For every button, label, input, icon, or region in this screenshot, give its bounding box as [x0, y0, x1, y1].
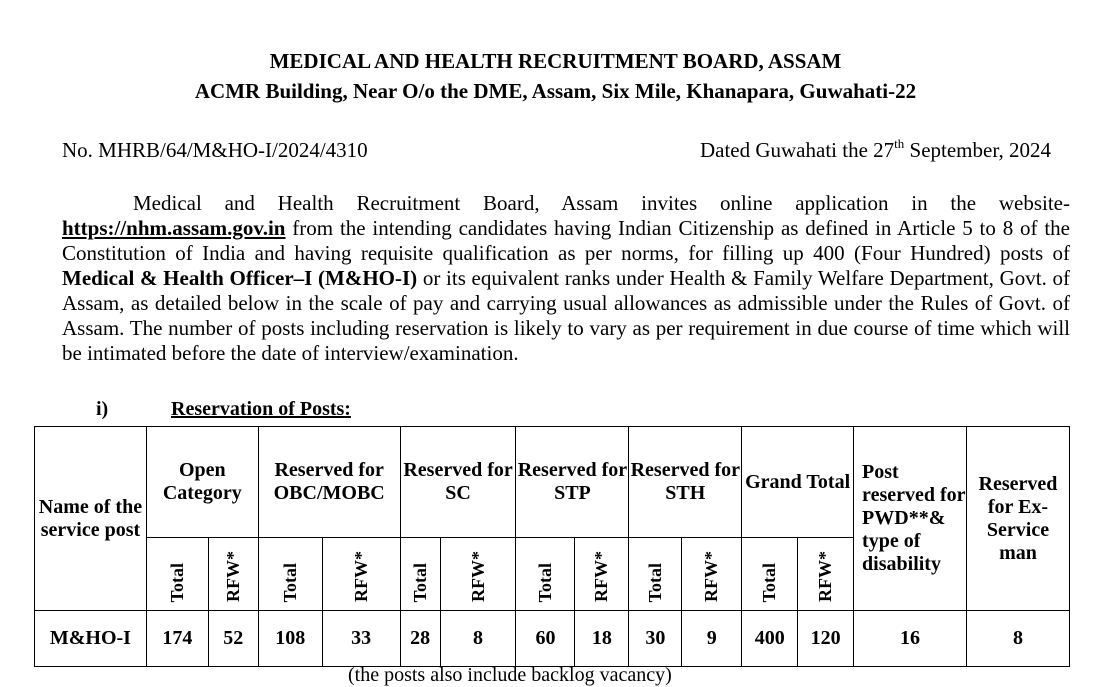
section-title: Reservation of Posts:	[171, 398, 351, 420]
subheader-rfw: RFW*	[575, 538, 629, 611]
cell-sc-total: 28	[400, 611, 440, 667]
para-intro: Medical and Health Recruitment Board, Assam invites online application in the website-	[133, 191, 1070, 215]
cell-open-total: 174	[146, 611, 208, 667]
post-name: Medical & Health Officer–I (M&HO-I)	[62, 266, 418, 290]
subheader-total: Total	[742, 538, 798, 611]
reference-number: No. MHRB/64/M&HO-I/2024/4310	[62, 138, 368, 162]
section-number: i)	[96, 398, 109, 420]
subheader-total: Total	[629, 538, 682, 611]
col-header-ex-serviceman: Reserved for Ex-Service man	[966, 427, 1069, 611]
cell-stp-total: 60	[516, 611, 575, 667]
board-title: MEDICAL AND HEALTH RECRUITMENT BOARD, ASSAM	[269, 49, 842, 73]
subheader-rfw: RFW*	[322, 538, 400, 611]
col-header-service-post: Name of the service post	[35, 427, 147, 611]
date-prefix: Dated Guwahati the 27	[699, 138, 895, 162]
cell-sth-rfw: 9	[682, 611, 742, 667]
date-suffix: September, 2024	[904, 138, 1051, 162]
col-header-pwd: Post reserved for PWD**& type of disability	[854, 427, 967, 611]
col-header-sc: Reserved for SC	[400, 427, 516, 538]
cell-sc-rfw: 8	[440, 611, 516, 667]
table-row	[35, 611, 1070, 667]
para-rest: or its equivalent ranks under Health & Family Welfare Department, Govt. of Assam, as detailed below in the scale of pay and carrying usual allowances as admissible under the Rules of Govt. of Assam. The number of posts including reservation is likely to vary as per requirement in due course of time which will be intimated before the date of interview/examination.	[62, 266, 1071, 365]
cell-sth-total: 30	[629, 611, 682, 667]
cell-ex-serviceman: 8	[966, 611, 1069, 667]
notice-paragraph	[62, 191, 1070, 366]
cell-grand-total: 400	[742, 611, 798, 667]
date-line	[700, 138, 1051, 163]
col-header-open: Open Category	[146, 427, 258, 538]
subheader-total: Total	[146, 538, 208, 611]
cell-obc-total: 108	[258, 611, 322, 667]
subheader-rfw: RFW*	[682, 538, 742, 611]
table-footnote: (the posts also include backlog vacancy)	[348, 664, 672, 686]
subheader-total: Total	[258, 538, 322, 611]
col-header-grand-total: Grand Total	[742, 427, 854, 538]
para-body: from the intending candidates having Indian Citizenship as defined in Article 5 to 8 of the Constitution of India and having requisite qualification as per norms, for filling up 400 (Four Hundred) posts of	[62, 216, 1070, 265]
cell-grand-rfw: 120	[798, 611, 854, 667]
subheader-rfw: RFW*	[208, 538, 258, 611]
subheader-rfw: RFW*	[798, 538, 854, 611]
date-ordinal: th	[894, 136, 905, 151]
reservation-table	[34, 426, 1070, 667]
col-header-obc: Reserved for OBC/MOBC	[258, 427, 400, 538]
subheader-rfw: RFW*	[440, 538, 516, 611]
col-header-sth: Reserved for STH	[629, 427, 742, 538]
cell-stp-rfw: 18	[575, 611, 629, 667]
board-address: ACMR Building, Near O/o the DME, Assam, Six Mile, Khanapara, Guwahati-22	[194, 79, 917, 103]
col-header-stp: Reserved for STP	[516, 427, 629, 538]
cell-obc-rfw: 33	[322, 611, 400, 667]
cell-post-name: M&HO-I	[35, 611, 147, 667]
cell-open-rfw: 52	[208, 611, 258, 667]
subheader-total: Total	[400, 538, 440, 611]
cell-pwd: 16	[854, 611, 967, 667]
website-link[interactable]: https://nhm.assam.gov.in	[62, 216, 286, 240]
subheader-total: Total	[516, 538, 575, 611]
